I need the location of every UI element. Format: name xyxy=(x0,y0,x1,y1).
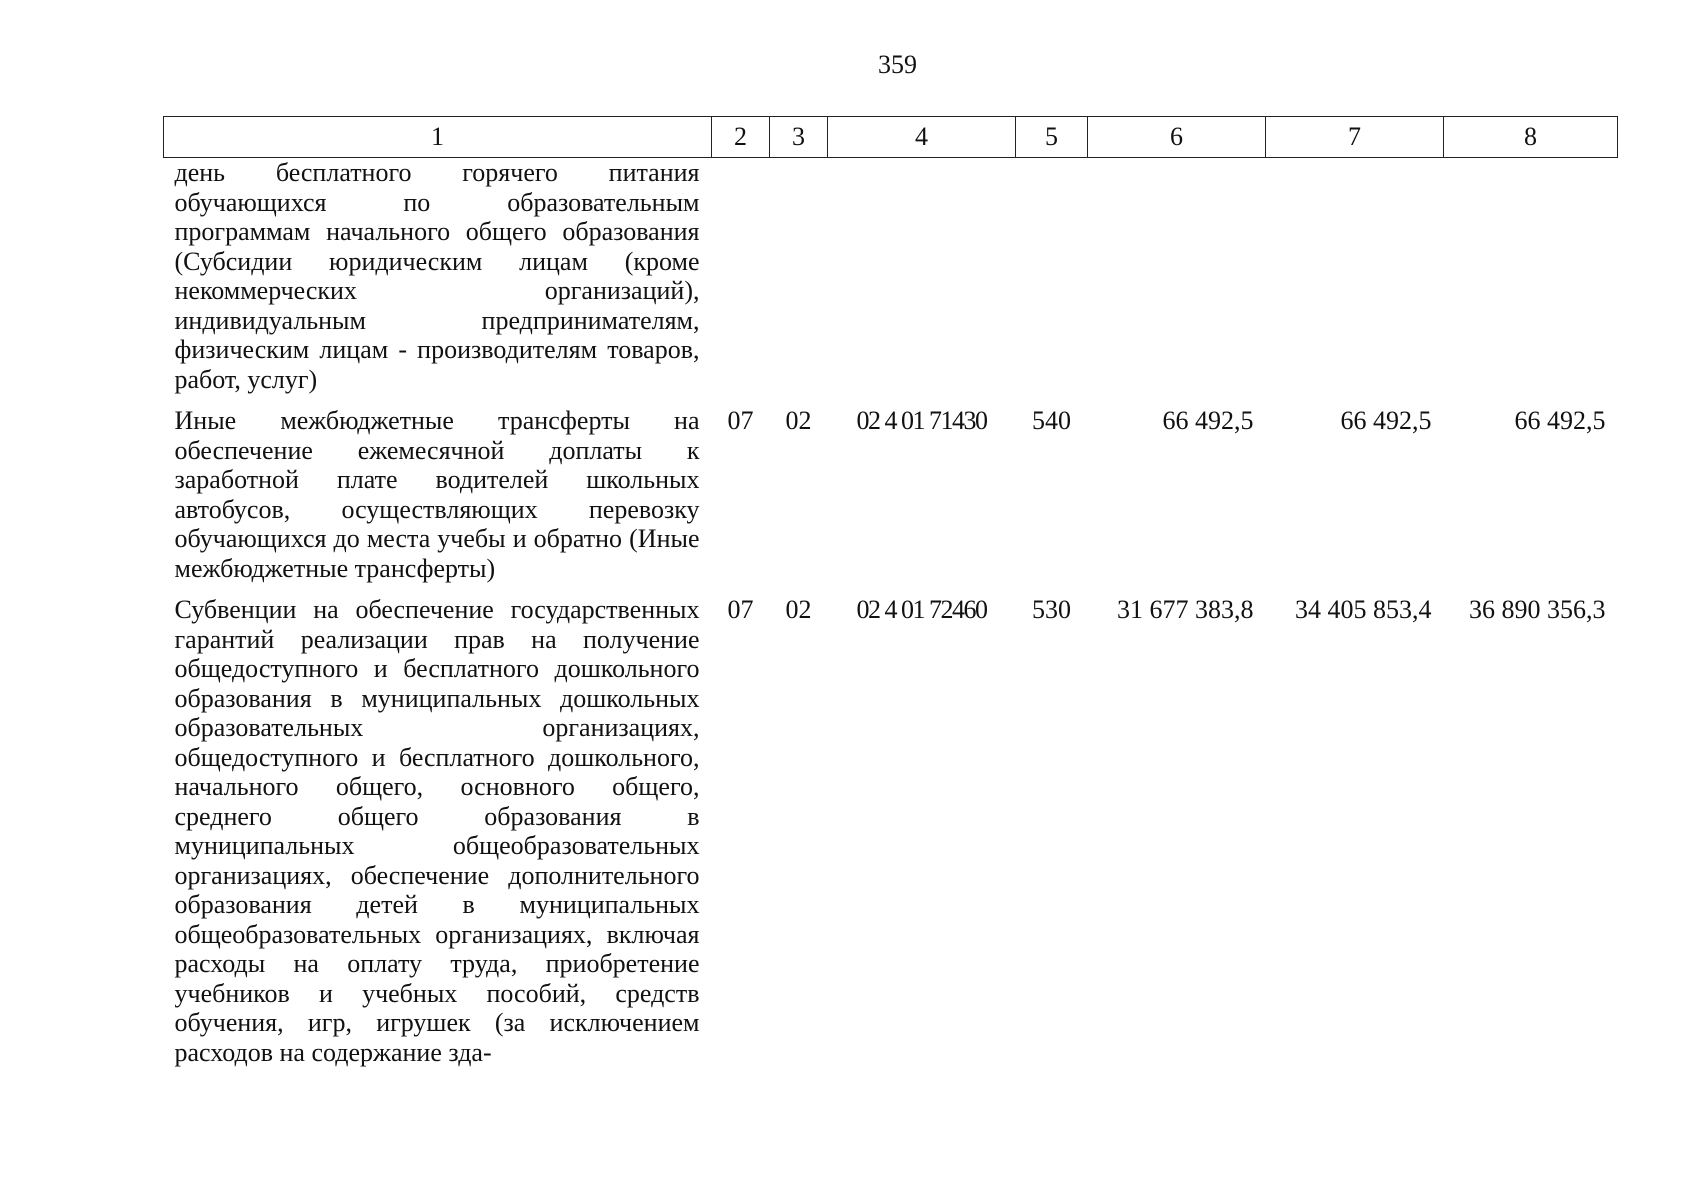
row-description: день бесплатного горячего питания обучающихся по образовательным программам начального общего образования (Субсидии юридическим лицам (кроме некоммерческих организаций), индивидуальным предпринимателям, физическим лицам - производителям товаров, работ, услуг) xyxy=(174,158,700,394)
column-header-1: 1 xyxy=(164,117,712,158)
row-description: Иные межбюджетные трансферты на обеспечение ежемесячной доплаты к заработной плате водителей школьных автобусов, осуществляющих перевозку обучающихся до места учебы и обратно (Иные межбюджетные трансферты) xyxy=(174,406,700,583)
column-header-4: 4 xyxy=(828,117,1016,158)
column-header-7: 7 xyxy=(1266,117,1444,158)
row-amount-year-2: 34 405 853,4 xyxy=(1295,595,1432,624)
column-header-2: 2 xyxy=(712,117,770,158)
row-section-code: 07 xyxy=(727,406,754,435)
row-target-article-code: 02 4 01 71430 xyxy=(856,406,987,435)
row-subsection-code: 02 xyxy=(785,595,812,624)
row-expense-type-code: 540 xyxy=(1032,406,1071,435)
budget-table xyxy=(163,116,1618,1079)
row-amount-year-1 xyxy=(1088,158,1266,407)
column-header-8: 8 xyxy=(1444,117,1618,158)
table-row xyxy=(164,595,1618,1079)
row-subsection-code xyxy=(770,158,828,407)
page-number: 359 xyxy=(878,50,917,79)
column-header-5: 5 xyxy=(1016,117,1088,158)
column-header-3: 3 xyxy=(770,117,828,158)
row-description: Субвенции на обеспечение государственных гарантий реализации прав на получение общедоступного и бесплатного дошкольного образования в муниципальных дошкольных образовательных организациях, общедоступного и бесплатного дошкольного, начального общего, основного общего, среднего общего образования в муниципальных общеобразовательных организациях, обеспечение дополнительного образования детей в муниципальных общеобразовательных организациях, включая расходы на оплату труда, приобретение учебников и учебных пособий, средств обучения, игр, игрушек (за исключением расходов на содержание зда- xyxy=(174,595,700,1067)
row-target-article-code xyxy=(828,158,1016,407)
row-amount-year-1: 66 492,5 xyxy=(1162,406,1254,435)
table-row xyxy=(164,158,1618,407)
row-amount-year-3 xyxy=(1444,158,1618,407)
row-subsection-code: 02 xyxy=(785,406,812,435)
row-expense-type-code: 530 xyxy=(1032,595,1071,624)
table-row xyxy=(164,406,1618,595)
row-amount-year-3: 66 492,5 xyxy=(1514,406,1606,435)
row-amount-year-2 xyxy=(1266,158,1444,407)
row-target-article-code: 02 4 01 72460 xyxy=(856,595,987,624)
row-amount-year-2: 66 492,5 xyxy=(1340,406,1432,435)
row-amount-year-3: 36 890 356,3 xyxy=(1469,595,1606,624)
column-number-header-row xyxy=(164,117,1618,158)
row-amount-year-1: 31 677 383,8 xyxy=(1117,595,1254,624)
row-section-code: 07 xyxy=(727,595,754,624)
row-section-code xyxy=(712,158,770,407)
column-header-6: 6 xyxy=(1088,117,1266,158)
row-expense-type-code xyxy=(1016,158,1088,407)
